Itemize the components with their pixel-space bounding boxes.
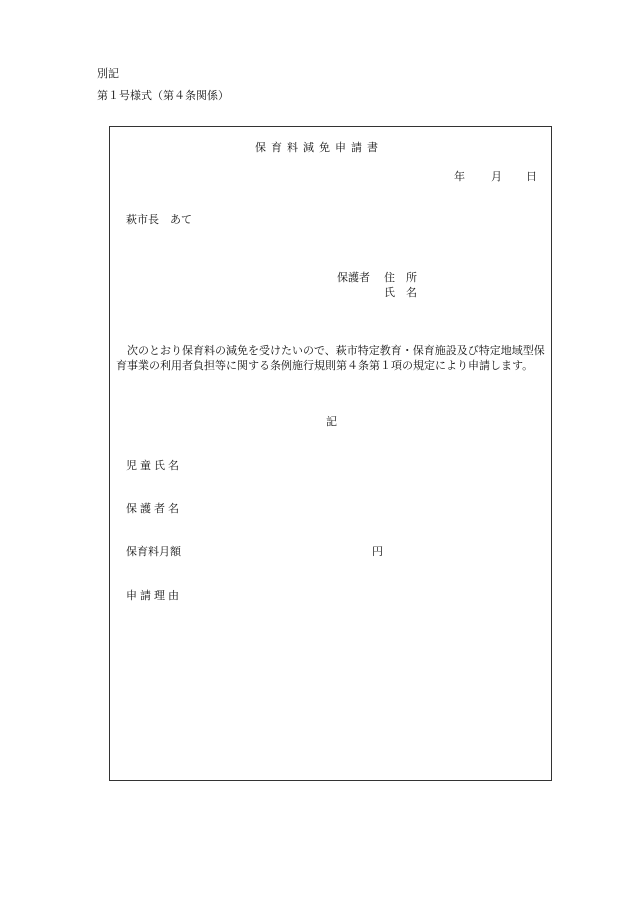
addressee: 萩市長 あて	[126, 213, 192, 226]
child-name-label: 児童氏名	[126, 459, 182, 472]
name-label: 氏 名	[384, 286, 417, 299]
ki-heading: 記	[326, 415, 337, 428]
date-month-label: 月	[491, 170, 502, 183]
application-statement: 次のとおり保育料の減免を受けたいので、萩市特定教育・保育施設及び特定地域型保育事業の利用者負担等に関する条例施行規則第４条第１項の規定により申請します。	[116, 344, 545, 372]
date-line	[454, 170, 537, 184]
betsuki-label: 別記	[97, 67, 119, 80]
monthly-fee-label: 保育料月額	[126, 545, 181, 558]
form-title: 保育料減免申請書	[255, 141, 383, 154]
applicant-label: 保護者	[337, 271, 370, 284]
address-label: 住 所	[384, 271, 417, 284]
form-number: 第１号様式（第４条関係）	[97, 89, 229, 102]
reason-label: 申請理由	[126, 589, 182, 602]
date-year-label: 年	[454, 170, 465, 183]
date-day-label: 日	[526, 170, 537, 183]
guardian-name-label: 保護者名	[126, 502, 182, 515]
yen-unit: 円	[372, 545, 383, 558]
